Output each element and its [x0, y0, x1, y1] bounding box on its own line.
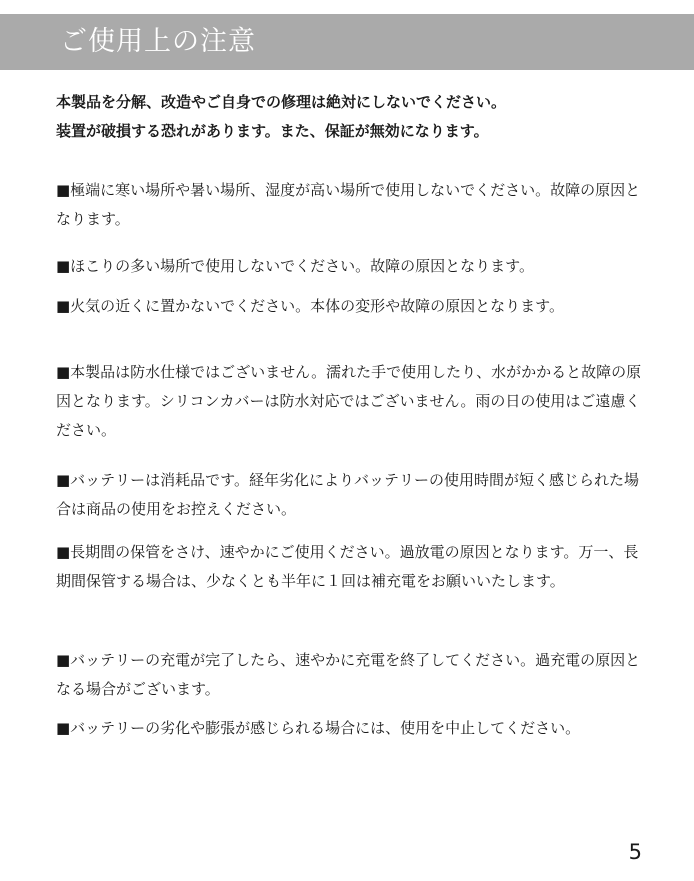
notice-battery-consumable: ■バッテリーは消耗品です。経年劣化によりバッテリーの使用時間が短く感じられた場合は商品の使用をお控えください。 — [56, 471, 639, 518]
notice-fire: ■火気の近くに置かないでください。本体の変形や故障の原因となります。 — [56, 297, 564, 315]
page-title: ご使用上の注意 — [60, 26, 256, 57]
notice-long-storage: ■長期間の保管をさけ、速やかにご使用ください。過放電の原因となります。万一、長期間保管する場合は、少なくとも半年に１回は補充電をお願いいたします。 — [56, 543, 639, 590]
notice-dust: ■ほこりの多い場所で使用しないでください。故障の原因となります。 — [56, 257, 534, 275]
notice-overcharge: ■バッテリーの充電が完了したら、速やかに充電を終了してください。過充電の原因となる場合がございます。 — [56, 651, 641, 698]
section-header-bar — [0, 14, 694, 70]
intro-warning — [56, 88, 656, 146]
page-number: 5 — [628, 840, 642, 864]
intro-line-1: 本製品を分解、改造やご自身での修理は絶対にしないでください。 — [56, 93, 507, 111]
notice-battery-swelling: ■バッテリーの劣化や膨張が感じられる場合には、使用を中止してください。 — [56, 719, 581, 737]
notice-temperature: ■極端に寒い場所や暑い場所、湿度が高い場所で使用しないでください。故障の原因となります。 — [56, 181, 641, 228]
intro-line-2: 装置が破損する恐れがあります。また、保証が無効になります。 — [56, 122, 489, 140]
notice-waterproof: ■本製品は防水仕様ではございません。濡れた手で使用したり、水がかかると故障の原因となります。シリコンカバーは防水対応ではございません。雨の日の使用はご遠慮ください。 — [56, 363, 642, 439]
